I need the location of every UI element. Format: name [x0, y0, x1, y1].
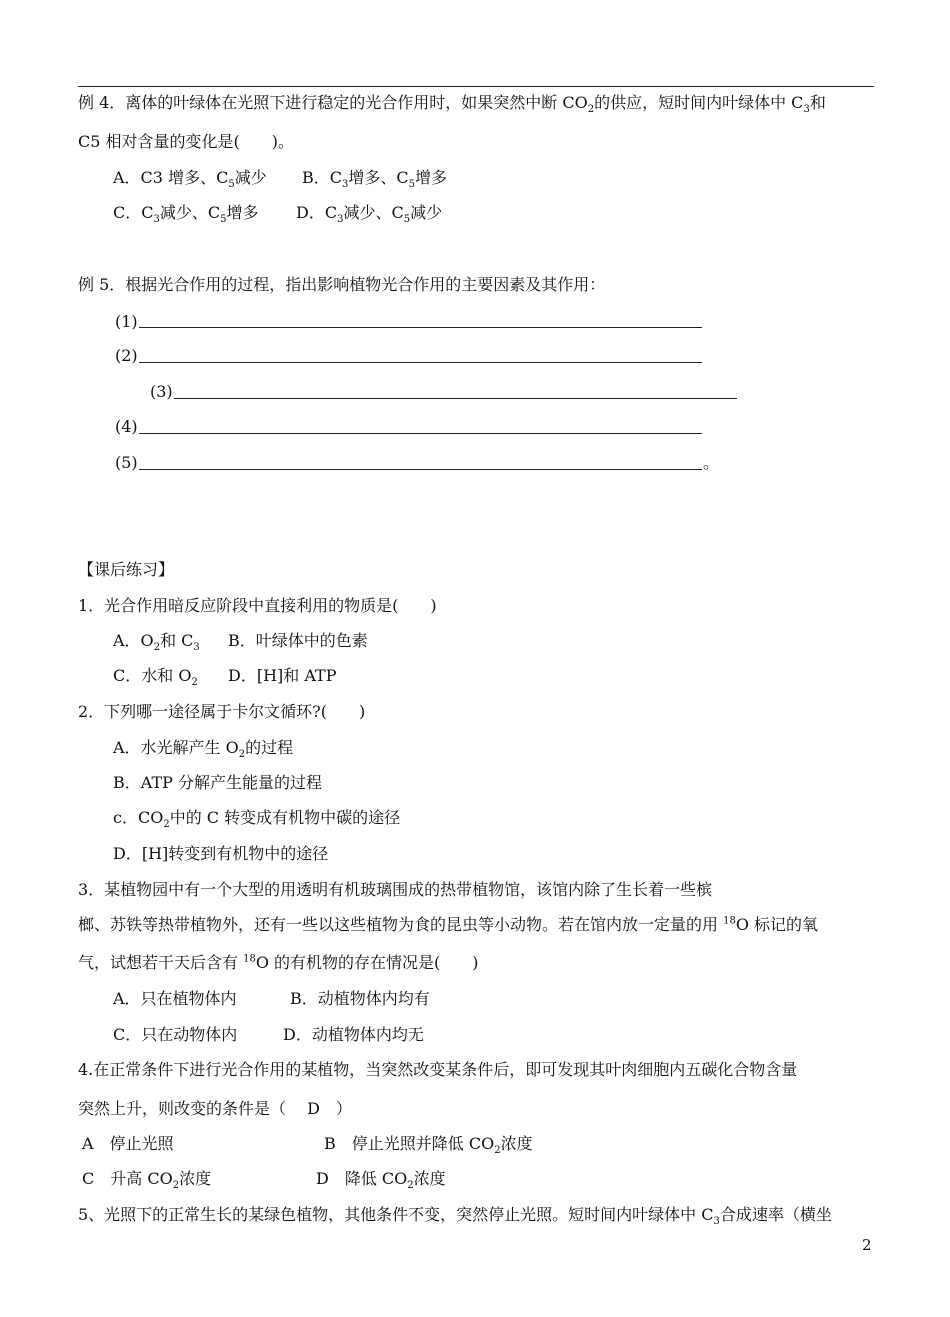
ex5-item-label-3: (3)	[150, 382, 173, 401]
q3-option-c: C．只在动物体内	[113, 1025, 238, 1044]
q5-stem-line1: 5、光照下的正常生长的某绿色植物，其他条件不变，突然停止光照。短时间内叶绿体中 $C_3$合成速率（横坐	[78, 1205, 832, 1228]
ex5-item-label-2: (2)	[115, 346, 138, 365]
q3-option-d: D．动植物体内均无	[283, 1025, 424, 1044]
ex5-item-label-4: (4)	[115, 417, 138, 436]
q2-option-c: c．$CO_2$中的 C 转变成有机物中碳的途径	[113, 808, 401, 831]
ex4-question-line1: 例 4．离体的叶绿体在光照下进行稳定的光合作用时，如果突然中断 $CO_2$的供应，短时间内叶绿体中 $C_3$和	[78, 93, 826, 116]
ex5-end-mark: 。	[703, 453, 720, 472]
answer-blank-2[interactable]	[139, 362, 702, 363]
ex4-option-a: A．C3 增多、$C_5$减少	[113, 168, 267, 191]
q1-option-d: D．[H]和 ATP	[228, 666, 337, 685]
q3-stem-line1: 3．某植物园中有一个大型的用透明有机玻璃围成的热带植物馆，该馆内除了生长着一些槟	[78, 880, 713, 899]
ex5-question: 例 5．根据光合作用的过程，指出影响植物光合作用的主要因素及其作用：	[78, 275, 606, 294]
ex4-question-line2: C5 相对含量的变化是( )。	[78, 132, 294, 151]
q4-stem-line2: 突然上升，则改变的条件是（ D ）	[78, 1099, 352, 1118]
q3-stem-line2: 榔、苏铁等热带植物外，还有一些以这些植物为食的昆虫等小动物。若在馆内放一定量的用 $^{18}$O 标记的氧	[78, 915, 819, 934]
q1-option-b: B．叶绿体中的色素	[228, 631, 368, 650]
q4-stem-line1: 4.在正常条件下进行光合作用的某植物，当突然改变某条件后，即可发现其叶肉细胞内五碳化合物含量	[78, 1060, 798, 1079]
q4-option-d: D 降低 $CO_2$浓度	[316, 1169, 446, 1192]
q4-option-a: A 停止光照	[82, 1134, 174, 1153]
ex4-option-d: D．$C_3$减少、$C_5$减少	[296, 203, 443, 226]
ex4-option-c: C．$C_3$减少、$C_5$增多	[113, 203, 259, 226]
q3-stem-line3: 气，试想若干天后含有 $^{18}$O 的有机物的存在情况是( )	[78, 953, 479, 972]
q2-option-d: D．[H]转变到有机物中的途径	[113, 844, 329, 863]
q2-stem: 2．下列哪一途径属于卡尔文循环?( )	[78, 702, 366, 721]
header-rule	[78, 86, 874, 87]
practice-header: 【课后练习】	[78, 560, 175, 579]
answer-blank-3[interactable]	[174, 398, 737, 399]
q1-stem: 1．光合作用暗反应阶段中直接利用的物质是( )	[78, 596, 437, 615]
page-number: 2	[862, 1236, 872, 1254]
q1-option-a: A．$O_2$和 $C_3$	[113, 631, 200, 654]
answer-blank-5[interactable]	[139, 469, 702, 470]
q3-option-a: A．只在植物体内	[113, 989, 237, 1008]
ex5-item-label-1: (1)	[115, 312, 138, 331]
answer-blank-1[interactable]	[139, 327, 702, 328]
q4-option-b: B 停止光照并降低 $CO_2$浓度	[324, 1134, 533, 1157]
answer-blank-4[interactable]	[139, 433, 702, 434]
q4-option-c: C 升高 $CO_2$浓度	[82, 1169, 212, 1192]
q2-option-a: A．水光解产生 $O_2$的过程	[113, 738, 294, 761]
ex4-option-b: B．$C_3$增多、$C_5$增多	[302, 168, 448, 191]
q2-option-b: B．ATP 分解产生能量的过程	[113, 773, 322, 792]
q1-option-c: C．水和 $O_2$	[113, 666, 198, 689]
ex5-item-label-5: (5)	[115, 453, 138, 472]
q3-option-b: B．动植物体内均有	[290, 989, 430, 1008]
